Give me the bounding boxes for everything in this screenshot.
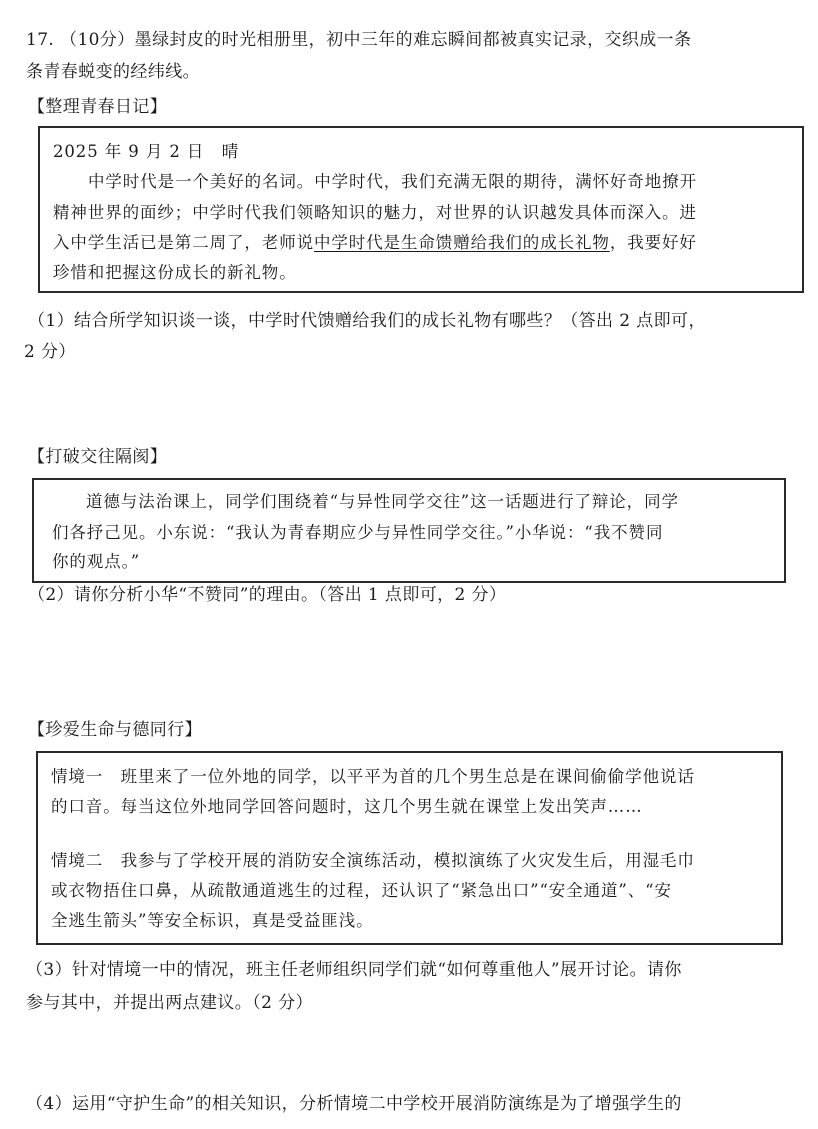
section-heading-diary: 【整理青春日记】 (28, 97, 168, 117)
scenario-1-line-1: 情境一 班里来了一位外地的同学，以平平为首的几个男生总是在课间偷偷学他说话 (51, 767, 695, 786)
diary-box (38, 126, 804, 293)
question-3-line-2: 参与其中，并提出两点建议。（2 分） (26, 993, 313, 1013)
debate-line-1: 道德与法治课上，同学们围绕着“与异性同学交往”这一话题进行了辩论，同学 (86, 492, 679, 511)
diary-line-3 (53, 232, 697, 254)
scenario-2-line-1: 情境二 我参与了学校开展的消防安全演练活动，模拟演练了火灾发生后，用湿毛巾 (51, 851, 695, 870)
question-1-line-2: 2 分） (24, 342, 76, 362)
question-2: （2）请你分析小华“不赞同”的理由。（答出 1 点即可，2 分） (28, 585, 507, 605)
question-intro-line-1: 17. （10分）墨绿封皮的时光相册里，初中三年的难忘瞬间都被真实记录，交织成一条 (26, 30, 692, 50)
question-1-line-1: （1）结合所学知识谈一谈，中学时代馈赠给我们的成长礼物有哪些？（答出 2 点即可， (28, 311, 706, 331)
debate-line-2: 们各抒己见。小东说：“我认为青春期应少与异性同学交往。”小华说：“我不赞同 (52, 523, 664, 542)
scenario-box (36, 751, 783, 945)
debate-line-3: 你的观点。” (52, 552, 141, 571)
scenario-2-line-3: 全逃生箭头”等安全标识，真是受益匪浅。 (51, 911, 374, 930)
question-4-line-1: （4）运用“守护生命”的相关知识，分析情境二中学校开展消防演练是为了增强学生的 (26, 1094, 682, 1114)
debate-box (32, 478, 786, 583)
diary-line-1: 中学时代是一个美好的名词。中学时代，我们充满无限的期待，满怀好奇地撩开 (88, 172, 697, 191)
diary-line-3-start: 入中学生活已是第二周了，老师说 (53, 233, 314, 252)
diary-date-line: 2025 年 9 月 2 日 晴 (53, 142, 240, 161)
question-intro-line-2: 条青春蜕变的经纬线。 (26, 62, 200, 82)
diary-underlined-phrase: 中学时代是生命馈赠给我们的成长礼物 (314, 233, 610, 252)
diary-line-3-end: ，我要好好 (609, 233, 697, 252)
section-heading-friendship: 【打破交往隔阂】 (28, 447, 168, 467)
scenario-2-line-2: 或衣物捂住口鼻，从疏散通道逃生的过程，还认识了“紧急出口”“安全通道”、“安 (51, 881, 672, 900)
section-heading-life: 【珍爱生命与德同行】 (28, 720, 202, 740)
question-3-line-1: （3）针对情境一中的情况，班主任老师组织同学们就“如何尊重他人”展开讨论。请你 (26, 960, 682, 980)
diary-line-4: 珍惜和把握这份成长的新礼物。 (53, 263, 297, 282)
diary-line-2: 精神世界的面纱；中学时代我们领略知识的魅力，对世界的认识越发具体而深入。进 (53, 203, 697, 222)
scenario-1-line-2: 的口音。每当这位外地同学回答问题时，这几个男生就在课堂上发出笑声…… (51, 797, 643, 816)
